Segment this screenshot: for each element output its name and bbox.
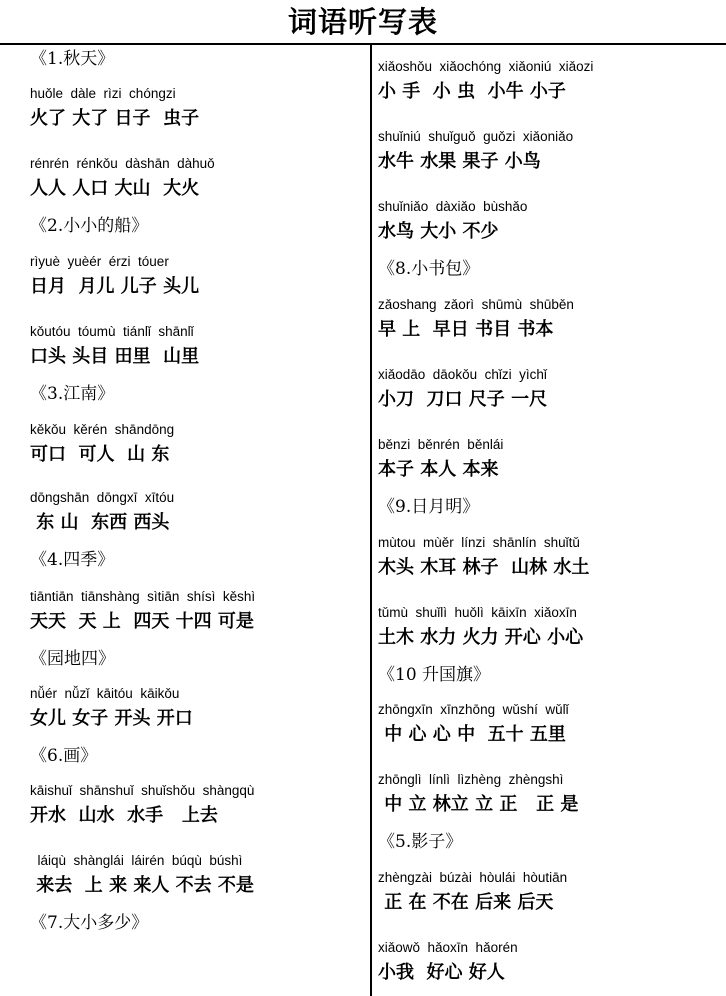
vocab-line: 火了 大了 日子 虫子 [30,108,200,129]
vocab-line: 土木 水力 火力 开心 小心 [378,627,584,648]
pinyin-line: xiǎoshǒu xiǎochóng xiǎoniú xiǎozi [378,59,594,74]
vocab-line: 正 在 不在 后来 后天 [378,892,554,913]
pinyin-line: dōngshān dōngxī xītóu [30,490,175,505]
vocab-line: 小刀 刀口 尺子 一尺 [378,389,548,410]
pinyin-line: xiǎodāo dāokǒu chǐzi yìchǐ [378,367,547,382]
pinyin-line: tǔmù shuǐlì huǒlì kāixīn xiǎoxīn [378,605,577,620]
lesson-heading: 《5.影子》 [378,832,463,852]
pinyin-line: kǒutóu tóumù tiánlǐ shānlǐ [30,324,194,339]
vocab-line: 开水 山水 水手 上去 [30,805,218,826]
lesson-heading: 《1.秋天》 [30,49,115,69]
lesson-heading: 《4.四季》 [30,550,115,570]
vocab-line: 小 手 小 虫 小牛 小子 [378,81,566,102]
pinyin-line: láiqù shànglái láirén búqù búshì [30,853,243,868]
pinyin-line: rénrén rénkǒu dàshān dàhuǒ [30,156,215,171]
lesson-heading: 《8.小书包》 [378,259,480,279]
pinyin-line: xiǎowǒ hǎoxīn hǎorén [378,940,518,955]
column-divider [370,44,372,996]
vocab-line: 本子 本人 本来 [378,459,499,480]
vocab-line: 口头 头目 田里 山里 [30,346,200,367]
pinyin-line: zhèngzài búzài hòulái hòutiān [378,870,568,885]
pinyin-line: běnzi běnrén běnlái [378,437,504,452]
vocab-line: 女儿 女子 开头 开口 [30,708,193,729]
lesson-heading: 《2.小小的船》 [30,216,149,236]
vocab-line: 水鸟 大小 不少 [378,221,499,242]
pinyin-line: tiāntiān tiānshàng sìtiān shísì kěshì [30,589,256,604]
vocab-line: 早 上 早日 书目 书本 [378,319,554,340]
vocab-line: 可口 可人 山 东 [30,444,170,465]
lesson-heading: 《7.大小多少》 [30,913,149,933]
pinyin-line: kāishuǐ shānshuǐ shuǐshǒu shàngqù [30,783,255,798]
vocab-line: 东 山 东西 西头 [30,512,170,533]
lesson-heading: 《园地四》 [30,649,115,669]
pinyin-line: zhōngxīn xīnzhōng wǔshí wǔlǐ [378,702,569,717]
vocab-line: 天天 天 上 四天 十四 可是 [30,611,254,632]
vocab-line: 水牛 水果 果子 小鸟 [378,151,541,172]
pinyin-line: shuǐniú shuǐguǒ guǒzi xiǎoniǎo [378,129,574,144]
lesson-heading: 《3.江南》 [30,384,115,404]
lesson-heading: 《9.日月明》 [378,497,480,517]
vocab-line: 中 立 林立 立 正 正 是 [378,794,579,815]
pinyin-line: zhōnglì línlì lìzhèng zhèngshì [378,772,564,787]
title-divider [0,43,726,45]
pinyin-line: rìyuè yuèér érzi tóuer [30,254,169,269]
pinyin-line: mùtou mùěr línzi shānlín shuǐtǔ [378,535,580,550]
pinyin-line: shuǐniǎo dàxiǎo bùshǎo [378,199,528,214]
pinyin-line: nǚér nǚzǐ kāitóu kāikǒu [30,686,180,701]
lesson-heading: 《10 升国旗》 [378,665,491,685]
vocab-line: 中 心 心 中 五十 五里 [378,724,566,745]
vocab-line: 日月 月儿 儿子 头儿 [30,276,200,297]
vocab-line: 人人 人口 大山 大火 [30,178,200,199]
pinyin-line: kěkǒu kěrén shāndōng [30,422,175,437]
lesson-heading: 《6.画》 [30,746,98,766]
pinyin-line: zǎoshang zǎorì shūmù shūběn [378,297,574,312]
vocab-line: 小我 好心 好人 [378,962,505,983]
vocab-line: 来去 上 来 来人 不去 不是 [30,875,254,896]
pinyin-line: huǒle dàle rìzi chóngzi [30,86,176,101]
page-title: 词语听写表 [287,5,438,39]
vocab-line: 木头 木耳 林子 山林 水土 [378,557,590,578]
